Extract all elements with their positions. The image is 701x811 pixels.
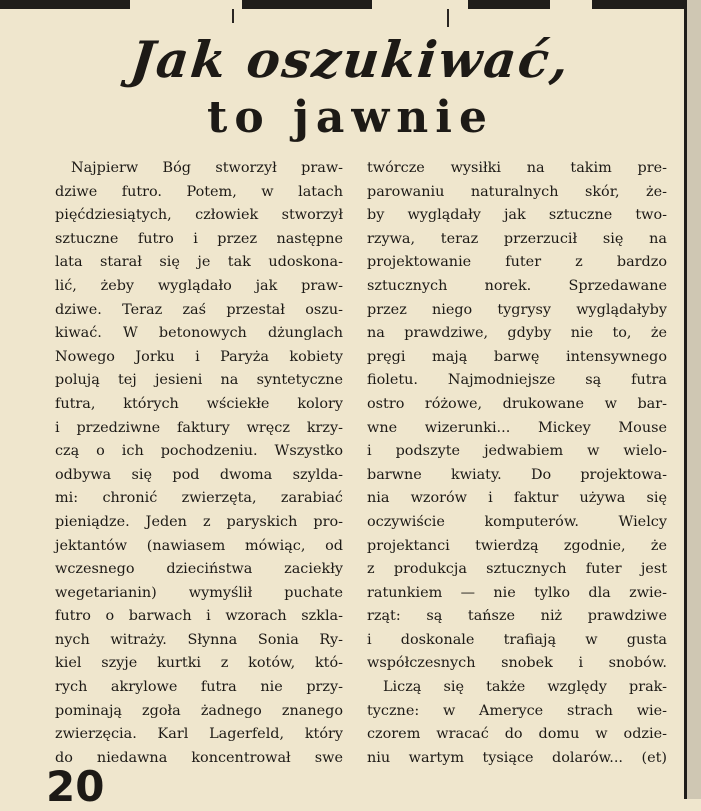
text-line: parowaniu naturalnych skór, że- [367,183,667,200]
page-number: 20 [46,762,105,811]
text-line: wczesnego dzieciństwa zaciekły [55,561,343,578]
frame-line [447,9,449,27]
text-line: wne wizerunki... Mickey Mouse [367,419,667,436]
article-right-column [367,157,667,770]
text-line: futro o barwach i wzorach szkla- [55,608,343,625]
text-line: sztuczne futro i przez następne [55,230,343,247]
text-line: lata starał się je tak udoskona- [55,254,343,271]
top-bar [468,0,550,9]
text-line: fioletu. Najmodniejsze są futra [367,372,667,389]
text-line: jektantów (nawiasem mówiąc, od [55,537,343,554]
frame-line [232,9,234,23]
text-line: projektanci twierdzą zgodnie, że [367,537,667,554]
headline-line-2: to jawnie [207,92,494,143]
top-bar [0,0,130,9]
text-line: polują tej jesieni na syntetyczne [55,372,343,389]
text-line: nych witraży. Słynna Sonia Ry- [55,631,343,648]
text-line: rzywa, teraz przerzucił się na [367,230,667,247]
text-line: rych akrylowe futra nie przy- [55,679,343,696]
text-line: pieniądze. Jeden z paryskich pro- [55,513,343,530]
text-line: niu wartym tysiące dolarów... (et) [367,749,667,766]
text-line: i podszyte jedwabiem w wielo- [367,443,667,460]
text-line: wegetarianin) wymyślił puchate [55,584,343,601]
text-line: Najpierw Bóg stworzył praw- [71,160,343,176]
text-line: kiwać. W betonowych dżunglach [55,325,343,342]
top-bar [592,0,687,9]
top-bar [242,0,372,9]
text-line: kiel szyje kurtki z kotów, któ- [55,655,343,672]
text-line: ostro różowe, drukowane w bar- [367,395,667,412]
text-line: dziwe. Teraz zaś przestał oszu- [55,301,343,318]
text-line: z produkcja sztucznych futer jest [367,561,667,578]
text-line: czą o ich pochodzeniu. Wszystko [55,443,343,460]
text-line: futra, których wściekłe kolory [55,395,343,412]
text-line: tyczne: w Ameryce strach wie- [367,702,667,719]
text-line: rząt: są tańsze niż prawdziwe [367,608,667,625]
text-line: sztucznych norek. Sprzedawane [367,277,667,294]
text-line: na prawdziwe, gdyby nie to, że [367,325,667,342]
text-line: do niedawna koncentrował swe [55,749,343,766]
text-line: pięćdziesiątych, człowiek stworzył [55,207,343,224]
text-line: Liczą się także względy prak- [383,679,667,696]
headline-line-1: Jak oszukiwać, [127,30,574,89]
text-line: dziwe futro. Potem, w latach [55,183,343,200]
text-line: barwne kwiaty. Do projektowa- [367,466,667,483]
text-line: mi: chronić zwierzęta, zarabiać [55,490,343,507]
text-line: twórcze wysiłki na takim pre- [367,160,667,176]
text-line: przez niego tygrysy wyglądałyby [367,301,667,318]
text-line: odbywa się pod dwoma szylda- [55,466,343,483]
text-line: i przedziwne faktury wręcz krzy- [55,419,343,436]
text-line: współczesnych snobek i snobów. [367,655,667,672]
text-line: pręgi mają barwę intensywnego [367,348,667,365]
text-line: ratunkiem — nie tylko dla zwie- [367,584,667,601]
text-line: pominają zgoła żadnego znanego [55,702,343,719]
text-line: lić, żeby wyglądało jak praw- [55,277,343,294]
article-left-column [55,157,343,770]
text-line: by wyglądały jak sztuczne two- [367,207,667,224]
text-line: oczywiście komputerów. Wielcy [367,513,667,530]
text-line: projektowanie futer z bardzo [367,254,667,271]
text-line: nia wzorów i faktur używa się [367,490,667,507]
text-line: Nowego Jorku i Paryża kobiety [55,348,343,365]
text-line: zwierzęcia. Karl Lagerfeld, który [55,726,343,743]
text-line: i doskonale trafiają w gusta [367,631,667,648]
text-line: czorem wracać do domu w odzie- [367,726,667,743]
